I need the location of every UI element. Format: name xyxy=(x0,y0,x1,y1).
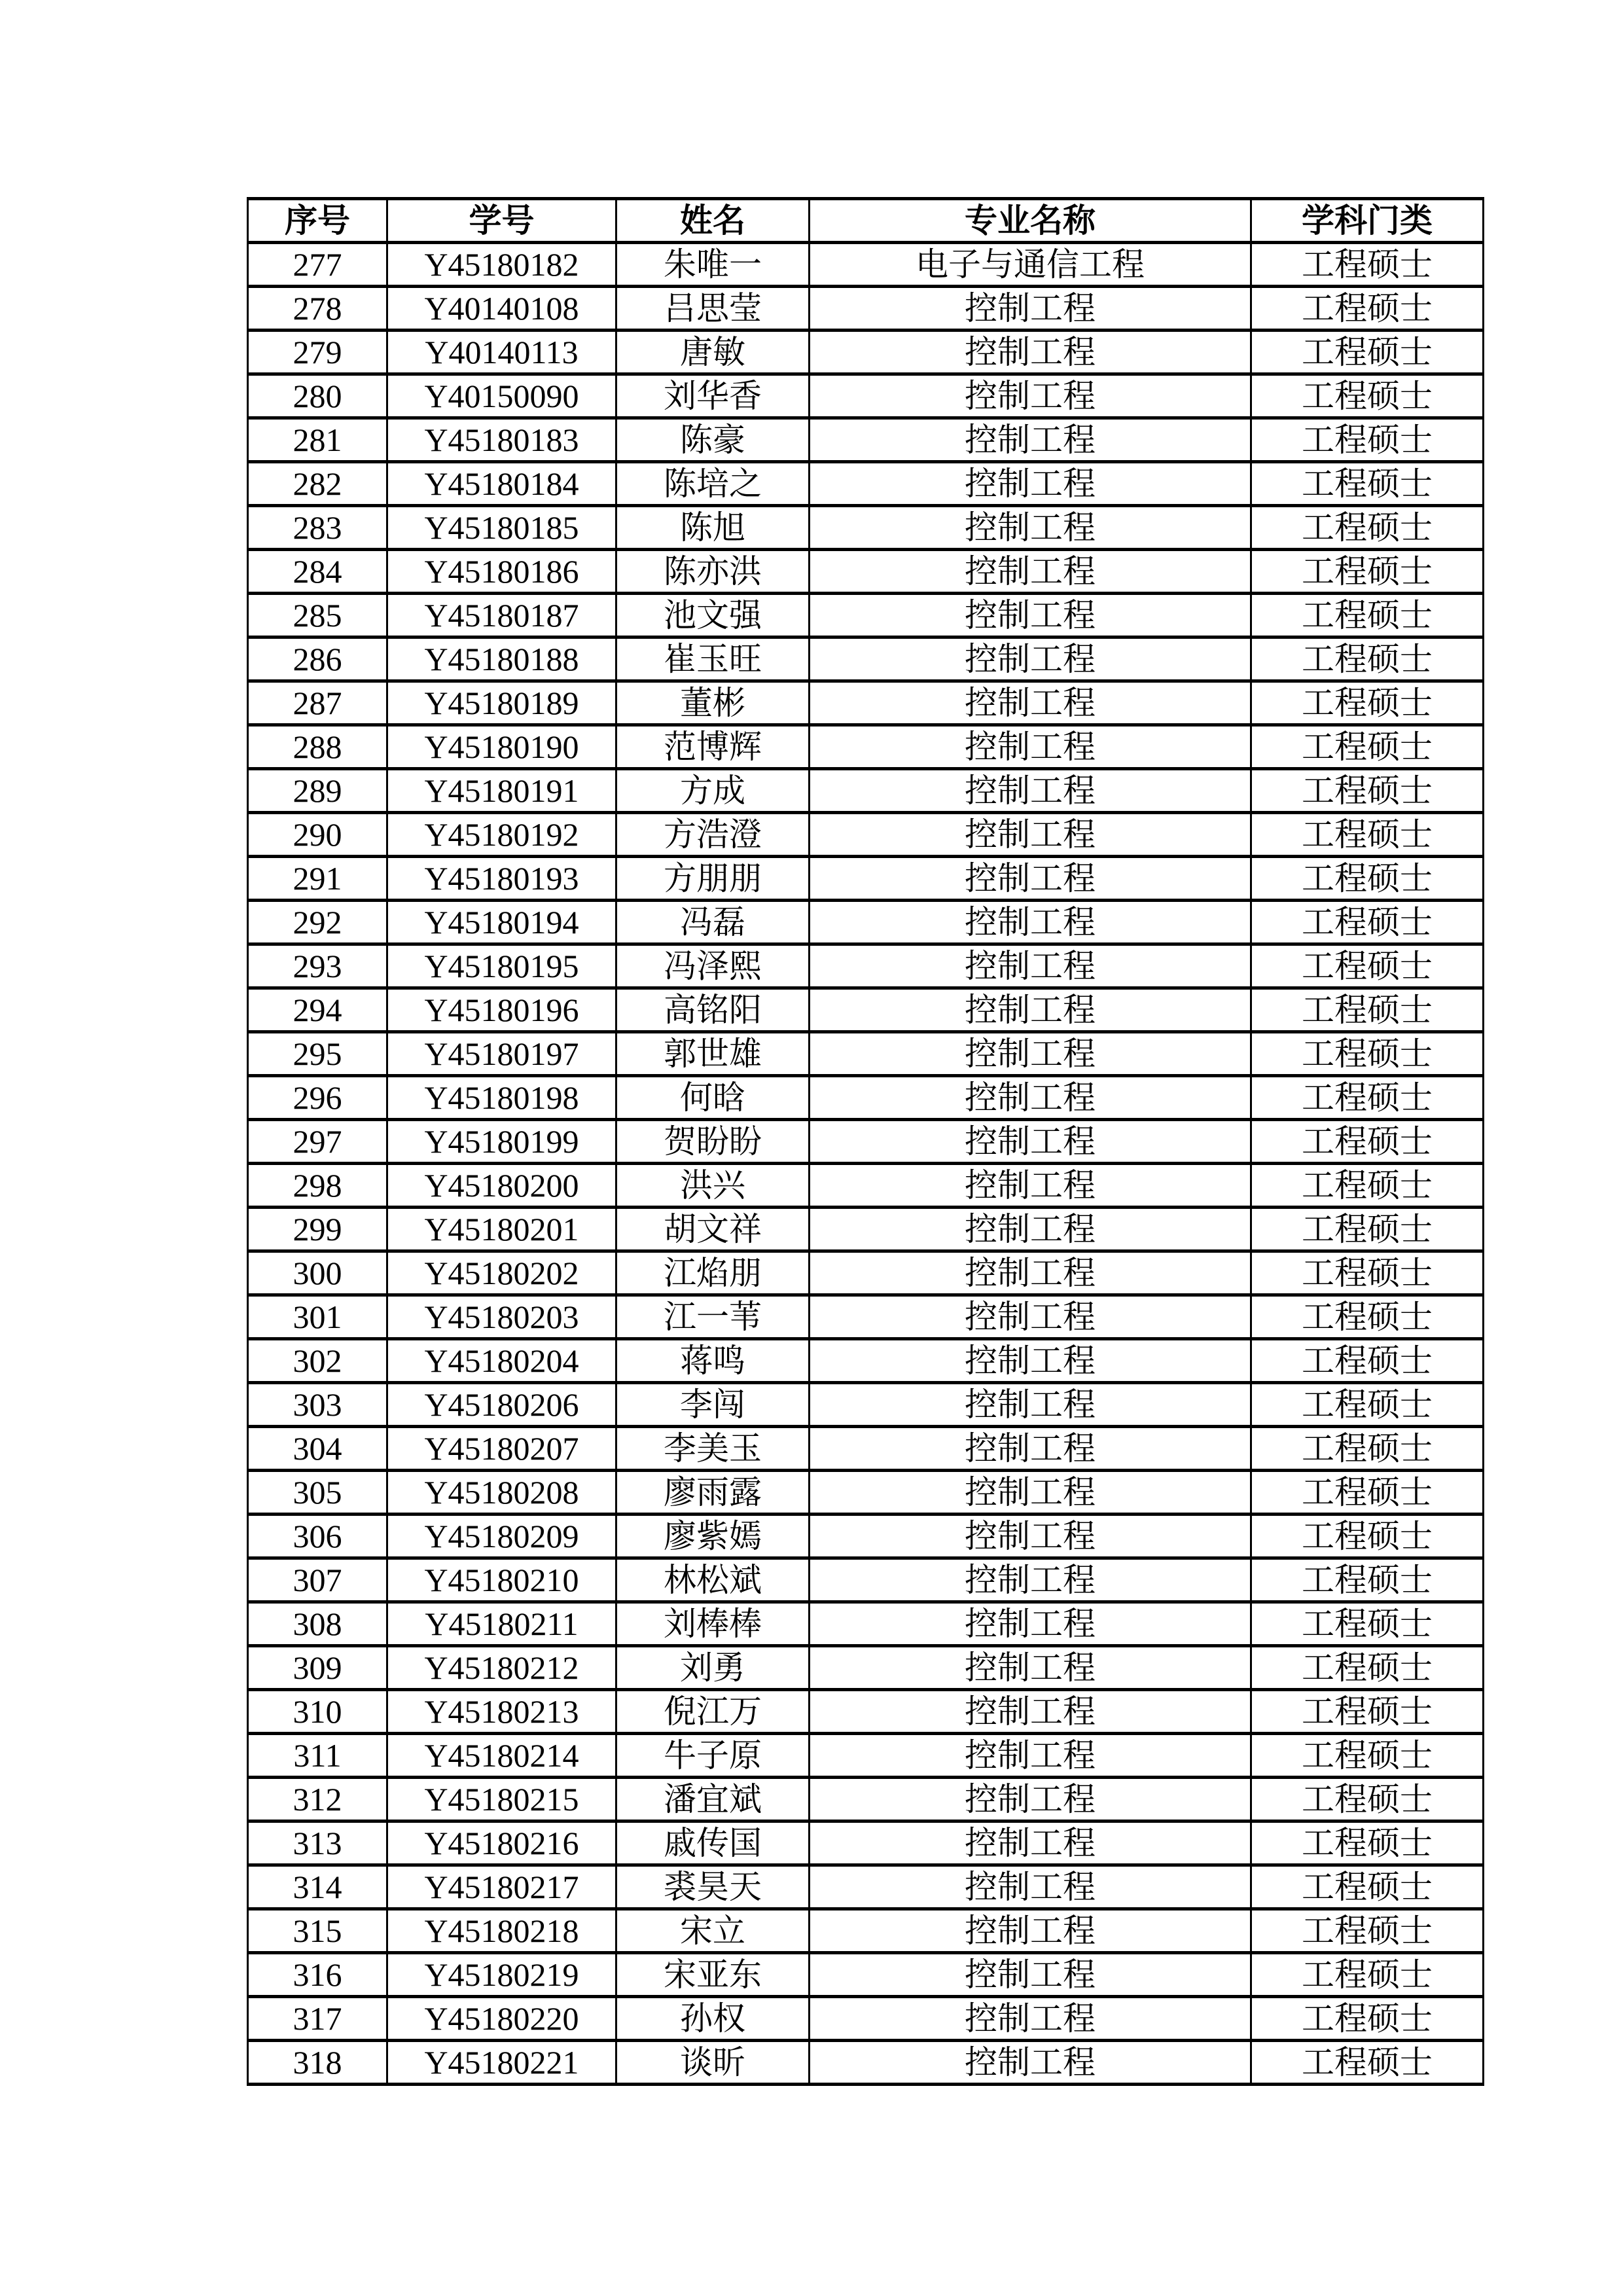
cell-student-id: Y45180201 xyxy=(387,1208,616,1251)
cell-category: 工程硕士 xyxy=(1251,857,1484,901)
table-row xyxy=(248,1734,1484,1778)
cell-major: 控制工程 xyxy=(810,681,1251,725)
cell-name: 刘棒棒 xyxy=(616,1602,810,1646)
table-row xyxy=(248,813,1484,857)
cell-student-id: Y45180182 xyxy=(387,243,616,287)
table-row xyxy=(248,1076,1484,1120)
cell-serial-number: 297 xyxy=(248,1120,387,1164)
cell-student-id: Y40150090 xyxy=(387,374,616,418)
table-row xyxy=(248,769,1484,813)
cell-name: 朱唯一 xyxy=(616,243,810,287)
cell-category: 工程硕士 xyxy=(1251,813,1484,857)
cell-name: 刘勇 xyxy=(616,1646,810,1690)
cell-category: 工程硕士 xyxy=(1251,988,1484,1032)
cell-student-id: Y45180190 xyxy=(387,725,616,769)
cell-category: 工程硕士 xyxy=(1251,681,1484,725)
cell-student-id: Y45180221 xyxy=(387,2041,616,2085)
cell-major: 控制工程 xyxy=(810,813,1251,857)
cell-category: 工程硕士 xyxy=(1251,1251,1484,1295)
table-row xyxy=(248,1821,1484,1865)
cell-name: 董彬 xyxy=(616,681,810,725)
cell-category: 工程硕士 xyxy=(1251,1997,1484,2041)
cell-major: 控制工程 xyxy=(810,1734,1251,1778)
cell-category: 工程硕士 xyxy=(1251,769,1484,813)
cell-serial-number: 300 xyxy=(248,1251,387,1295)
cell-category: 工程硕士 xyxy=(1251,901,1484,944)
cell-category: 工程硕士 xyxy=(1251,287,1484,331)
cell-major: 电子与通信工程 xyxy=(810,243,1251,287)
cell-student-id: Y45180218 xyxy=(387,1909,616,1953)
cell-name: 戚传国 xyxy=(616,1821,810,1865)
header-discipline-category: 学科门类 xyxy=(1251,199,1484,243)
cell-serial-number: 301 xyxy=(248,1295,387,1339)
cell-major: 控制工程 xyxy=(810,1558,1251,1602)
cell-serial-number: 312 xyxy=(248,1778,387,1821)
cell-category: 工程硕士 xyxy=(1251,725,1484,769)
cell-category: 工程硕士 xyxy=(1251,2041,1484,2085)
cell-major: 控制工程 xyxy=(810,1295,1251,1339)
cell-serial-number: 283 xyxy=(248,506,387,550)
table-row xyxy=(248,1427,1484,1471)
cell-name: 孙权 xyxy=(616,1997,810,2041)
cell-category: 工程硕士 xyxy=(1251,418,1484,462)
table-row xyxy=(248,1032,1484,1076)
cell-major: 控制工程 xyxy=(810,506,1251,550)
cell-major: 控制工程 xyxy=(810,769,1251,813)
cell-student-id: Y40140108 xyxy=(387,287,616,331)
cell-category: 工程硕士 xyxy=(1251,243,1484,287)
table-row xyxy=(248,243,1484,287)
header-major-name: 专业名称 xyxy=(810,199,1251,243)
cell-serial-number: 280 xyxy=(248,374,387,418)
cell-major: 控制工程 xyxy=(810,331,1251,374)
cell-name: 方朋朋 xyxy=(616,857,810,901)
cell-major: 控制工程 xyxy=(810,1646,1251,1690)
cell-major: 控制工程 xyxy=(810,374,1251,418)
cell-serial-number: 315 xyxy=(248,1909,387,1953)
cell-serial-number: 290 xyxy=(248,813,387,857)
cell-serial-number: 299 xyxy=(248,1208,387,1251)
cell-category: 工程硕士 xyxy=(1251,1427,1484,1471)
cell-category: 工程硕士 xyxy=(1251,1865,1484,1909)
table-row xyxy=(248,506,1484,550)
table-row xyxy=(248,1690,1484,1734)
cell-student-id: Y45180207 xyxy=(387,1427,616,1471)
table-row xyxy=(248,550,1484,594)
cell-student-id: Y45180195 xyxy=(387,944,616,988)
cell-major: 控制工程 xyxy=(810,637,1251,681)
cell-serial-number: 316 xyxy=(248,1953,387,1997)
table-row xyxy=(248,462,1484,506)
cell-major: 控制工程 xyxy=(810,462,1251,506)
table-row xyxy=(248,901,1484,944)
table-row xyxy=(248,1778,1484,1821)
cell-serial-number: 291 xyxy=(248,857,387,901)
cell-category: 工程硕士 xyxy=(1251,462,1484,506)
cell-student-id: Y45180194 xyxy=(387,901,616,944)
cell-student-id: Y45180188 xyxy=(387,637,616,681)
cell-category: 工程硕士 xyxy=(1251,1208,1484,1251)
cell-student-id: Y45180192 xyxy=(387,813,616,857)
cell-major: 控制工程 xyxy=(810,1997,1251,2041)
cell-serial-number: 310 xyxy=(248,1690,387,1734)
cell-serial-number: 313 xyxy=(248,1821,387,1865)
cell-student-id: Y45180198 xyxy=(387,1076,616,1120)
table-row xyxy=(248,725,1484,769)
table-row xyxy=(248,1383,1484,1427)
cell-serial-number: 311 xyxy=(248,1734,387,1778)
cell-student-id: Y45180210 xyxy=(387,1558,616,1602)
cell-serial-number: 314 xyxy=(248,1865,387,1909)
cell-name: 倪江万 xyxy=(616,1690,810,1734)
cell-major: 控制工程 xyxy=(810,857,1251,901)
cell-serial-number: 303 xyxy=(248,1383,387,1427)
cell-name: 崔玉旺 xyxy=(616,637,810,681)
table-row xyxy=(248,637,1484,681)
cell-student-id: Y45180199 xyxy=(387,1120,616,1164)
cell-name: 冯磊 xyxy=(616,901,810,944)
cell-major: 控制工程 xyxy=(810,1164,1251,1208)
cell-name: 刘华香 xyxy=(616,374,810,418)
cell-student-id: Y40140113 xyxy=(387,331,616,374)
cell-student-id: Y45180184 xyxy=(387,462,616,506)
cell-name: 洪兴 xyxy=(616,1164,810,1208)
cell-serial-number: 304 xyxy=(248,1427,387,1471)
cell-category: 工程硕士 xyxy=(1251,1295,1484,1339)
cell-category: 工程硕士 xyxy=(1251,1909,1484,1953)
cell-name: 何晗 xyxy=(616,1076,810,1120)
cell-serial-number: 279 xyxy=(248,331,387,374)
cell-serial-number: 292 xyxy=(248,901,387,944)
table-row xyxy=(248,287,1484,331)
cell-serial-number: 281 xyxy=(248,418,387,462)
cell-student-id: Y45180196 xyxy=(387,988,616,1032)
cell-category: 工程硕士 xyxy=(1251,1120,1484,1164)
cell-student-id: Y45180185 xyxy=(387,506,616,550)
cell-student-id: Y45180213 xyxy=(387,1690,616,1734)
cell-name: 陈亦洪 xyxy=(616,550,810,594)
table-row xyxy=(248,1120,1484,1164)
cell-category: 工程硕士 xyxy=(1251,1778,1484,1821)
cell-serial-number: 284 xyxy=(248,550,387,594)
cell-student-id: Y45180211 xyxy=(387,1602,616,1646)
cell-student-id: Y45180215 xyxy=(387,1778,616,1821)
cell-major: 控制工程 xyxy=(810,1865,1251,1909)
table-row xyxy=(248,988,1484,1032)
table-row xyxy=(248,681,1484,725)
student-roster-table xyxy=(247,197,1484,2086)
cell-major: 控制工程 xyxy=(810,1602,1251,1646)
cell-category: 工程硕士 xyxy=(1251,1339,1484,1383)
cell-serial-number: 306 xyxy=(248,1515,387,1558)
cell-student-id: Y45180189 xyxy=(387,681,616,725)
cell-name: 廖紫嫣 xyxy=(616,1515,810,1558)
cell-student-id: Y45180186 xyxy=(387,550,616,594)
table-row xyxy=(248,1646,1484,1690)
cell-major: 控制工程 xyxy=(810,1383,1251,1427)
cell-name: 宋立 xyxy=(616,1909,810,1953)
cell-student-id: Y45180206 xyxy=(387,1383,616,1427)
cell-major: 控制工程 xyxy=(810,1471,1251,1515)
cell-name: 江一苇 xyxy=(616,1295,810,1339)
cell-student-id: Y45180193 xyxy=(387,857,616,901)
cell-major: 控制工程 xyxy=(810,1208,1251,1251)
table-row xyxy=(248,374,1484,418)
cell-category: 工程硕士 xyxy=(1251,1471,1484,1515)
table-row xyxy=(248,1208,1484,1251)
table-row xyxy=(248,944,1484,988)
cell-major: 控制工程 xyxy=(810,1251,1251,1295)
cell-category: 工程硕士 xyxy=(1251,550,1484,594)
table-row xyxy=(248,1865,1484,1909)
cell-category: 工程硕士 xyxy=(1251,1646,1484,1690)
cell-serial-number: 294 xyxy=(248,988,387,1032)
cell-category: 工程硕士 xyxy=(1251,944,1484,988)
table-row xyxy=(248,1602,1484,1646)
cell-name: 陈旭 xyxy=(616,506,810,550)
cell-serial-number: 308 xyxy=(248,1602,387,1646)
cell-name: 范博辉 xyxy=(616,725,810,769)
cell-major: 控制工程 xyxy=(810,1909,1251,1953)
cell-category: 工程硕士 xyxy=(1251,331,1484,374)
cell-name: 李美玉 xyxy=(616,1427,810,1471)
cell-major: 控制工程 xyxy=(810,1339,1251,1383)
cell-category: 工程硕士 xyxy=(1251,1602,1484,1646)
table-row xyxy=(248,1909,1484,1953)
cell-major: 控制工程 xyxy=(810,1427,1251,1471)
table-row xyxy=(248,594,1484,637)
cell-name: 冯泽熙 xyxy=(616,944,810,988)
cell-name: 吕思莹 xyxy=(616,287,810,331)
cell-name: 方浩澄 xyxy=(616,813,810,857)
cell-serial-number: 309 xyxy=(248,1646,387,1690)
cell-category: 工程硕士 xyxy=(1251,506,1484,550)
cell-category: 工程硕士 xyxy=(1251,1515,1484,1558)
cell-serial-number: 293 xyxy=(248,944,387,988)
cell-name: 陈培之 xyxy=(616,462,810,506)
cell-serial-number: 305 xyxy=(248,1471,387,1515)
cell-serial-number: 282 xyxy=(248,462,387,506)
cell-name: 蒋鸣 xyxy=(616,1339,810,1383)
cell-major: 控制工程 xyxy=(810,594,1251,637)
cell-student-id: Y45180204 xyxy=(387,1339,616,1383)
cell-category: 工程硕士 xyxy=(1251,1383,1484,1427)
cell-serial-number: 289 xyxy=(248,769,387,813)
cell-serial-number: 317 xyxy=(248,1997,387,2041)
cell-student-id: Y45180216 xyxy=(387,1821,616,1865)
table-row xyxy=(248,857,1484,901)
cell-name: 郭世雄 xyxy=(616,1032,810,1076)
cell-name: 牛子原 xyxy=(616,1734,810,1778)
table-row xyxy=(248,1953,1484,1997)
cell-student-id: Y45180187 xyxy=(387,594,616,637)
cell-major: 控制工程 xyxy=(810,944,1251,988)
cell-student-id: Y45180220 xyxy=(387,1997,616,2041)
cell-serial-number: 302 xyxy=(248,1339,387,1383)
cell-serial-number: 318 xyxy=(248,2041,387,2085)
cell-serial-number: 286 xyxy=(248,637,387,681)
cell-serial-number: 298 xyxy=(248,1164,387,1208)
cell-student-id: Y45180191 xyxy=(387,769,616,813)
table-row xyxy=(248,1515,1484,1558)
cell-major: 控制工程 xyxy=(810,1120,1251,1164)
cell-name: 谈昕 xyxy=(616,2041,810,2085)
cell-major: 控制工程 xyxy=(810,1032,1251,1076)
cell-name: 李闯 xyxy=(616,1383,810,1427)
table-row xyxy=(248,1997,1484,2041)
cell-name: 高铭阳 xyxy=(616,988,810,1032)
cell-serial-number: 277 xyxy=(248,243,387,287)
cell-serial-number: 288 xyxy=(248,725,387,769)
cell-name: 廖雨露 xyxy=(616,1471,810,1515)
table-row xyxy=(248,331,1484,374)
table-row xyxy=(248,1295,1484,1339)
cell-major: 控制工程 xyxy=(810,1076,1251,1120)
table-row xyxy=(248,1164,1484,1208)
cell-student-id: Y45180212 xyxy=(387,1646,616,1690)
cell-serial-number: 287 xyxy=(248,681,387,725)
cell-serial-number: 295 xyxy=(248,1032,387,1076)
cell-major: 控制工程 xyxy=(810,1778,1251,1821)
cell-student-id: Y45180202 xyxy=(387,1251,616,1295)
cell-name: 贺盼盼 xyxy=(616,1120,810,1164)
cell-serial-number: 307 xyxy=(248,1558,387,1602)
cell-major: 控制工程 xyxy=(810,901,1251,944)
cell-serial-number: 278 xyxy=(248,287,387,331)
cell-name: 胡文祥 xyxy=(616,1208,810,1251)
cell-major: 控制工程 xyxy=(810,1953,1251,1997)
cell-student-id: Y45180197 xyxy=(387,1032,616,1076)
cell-category: 工程硕士 xyxy=(1251,374,1484,418)
cell-name: 江焰朋 xyxy=(616,1251,810,1295)
cell-student-id: Y45180203 xyxy=(387,1295,616,1339)
cell-name: 宋亚东 xyxy=(616,1953,810,1997)
cell-category: 工程硕士 xyxy=(1251,1164,1484,1208)
cell-category: 工程硕士 xyxy=(1251,637,1484,681)
cell-major: 控制工程 xyxy=(810,725,1251,769)
header-serial-number: 序号 xyxy=(248,199,387,243)
cell-major: 控制工程 xyxy=(810,550,1251,594)
header-name: 姓名 xyxy=(616,199,810,243)
cell-major: 控制工程 xyxy=(810,1515,1251,1558)
cell-major: 控制工程 xyxy=(810,418,1251,462)
cell-student-id: Y45180208 xyxy=(387,1471,616,1515)
cell-major: 控制工程 xyxy=(810,1690,1251,1734)
cell-serial-number: 285 xyxy=(248,594,387,637)
cell-student-id: Y45180217 xyxy=(387,1865,616,1909)
table-row xyxy=(248,2041,1484,2085)
cell-name: 方成 xyxy=(616,769,810,813)
cell-category: 工程硕士 xyxy=(1251,1821,1484,1865)
cell-student-id: Y45180214 xyxy=(387,1734,616,1778)
cell-category: 工程硕士 xyxy=(1251,1558,1484,1602)
cell-category: 工程硕士 xyxy=(1251,1076,1484,1120)
cell-name: 唐敏 xyxy=(616,331,810,374)
table-row xyxy=(248,1558,1484,1602)
cell-major: 控制工程 xyxy=(810,2041,1251,2085)
cell-student-id: Y45180219 xyxy=(387,1953,616,1997)
table-row xyxy=(248,1471,1484,1515)
cell-name: 陈豪 xyxy=(616,418,810,462)
cell-category: 工程硕士 xyxy=(1251,1734,1484,1778)
cell-name: 林松斌 xyxy=(616,1558,810,1602)
cell-major: 控制工程 xyxy=(810,1821,1251,1865)
cell-category: 工程硕士 xyxy=(1251,1953,1484,1997)
cell-name: 池文强 xyxy=(616,594,810,637)
cell-category: 工程硕士 xyxy=(1251,1032,1484,1076)
table-row xyxy=(248,1339,1484,1383)
cell-student-id: Y45180200 xyxy=(387,1164,616,1208)
cell-name: 裘昊天 xyxy=(616,1865,810,1909)
cell-major: 控制工程 xyxy=(810,988,1251,1032)
table-row xyxy=(248,1251,1484,1295)
table-row xyxy=(248,418,1484,462)
cell-category: 工程硕士 xyxy=(1251,1690,1484,1734)
table-header-row xyxy=(248,199,1484,243)
header-student-id: 学号 xyxy=(387,199,616,243)
cell-student-id: Y45180209 xyxy=(387,1515,616,1558)
cell-student-id: Y45180183 xyxy=(387,418,616,462)
cell-major: 控制工程 xyxy=(810,287,1251,331)
cell-category: 工程硕士 xyxy=(1251,594,1484,637)
cell-serial-number: 296 xyxy=(248,1076,387,1120)
cell-name: 潘宜斌 xyxy=(616,1778,810,1821)
